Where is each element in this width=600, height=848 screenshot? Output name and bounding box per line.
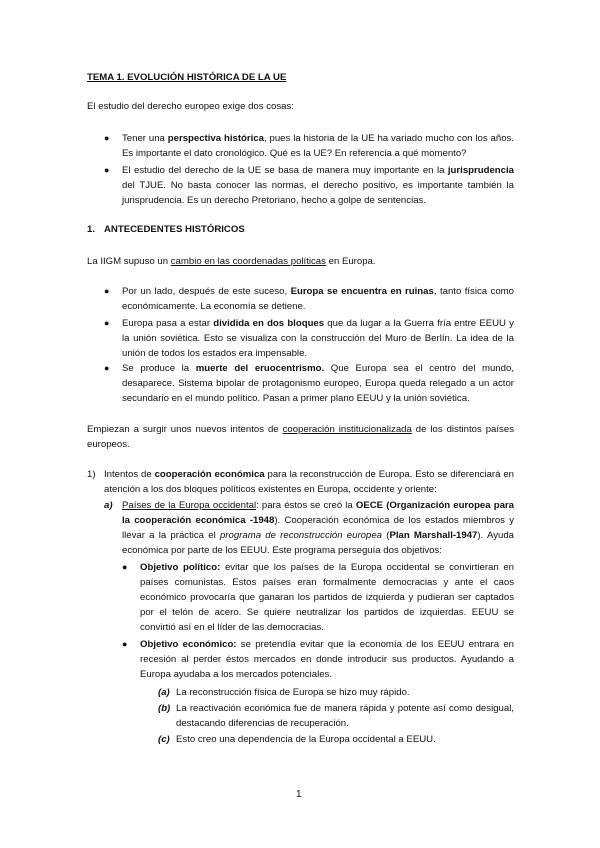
objective-political: Objetivo político: evitar que los países de la Europa occidental se convirtieran en países comunistas. Estos países eran formalmente democracias y ante el caos económico provocaría que ganaran los partidos de izquierda y pudieran ser captados por el telón de acero. Se quiere neutralizar los partidos de izquierdas. EEUU se convirtió así en el líder de las democracias. — [140, 562, 514, 633]
bullet-icon: ● — [104, 133, 110, 143]
item-number: 1) — [87, 469, 96, 480]
bullet-icon: ● — [104, 165, 110, 175]
intro-bullet-2: El estudio del derecho de la UE se basa de manera muy importante en la jurisprudencia del TJUE. No basta conocer las normas, el derecho positivo, es importante también la jurisprudencia. Es un derecho Pretoriano, hecho a golpe de sentencias. — [122, 165, 514, 206]
bullet-icon: ● — [122, 639, 128, 649]
item-letter: a) — [104, 500, 113, 511]
sub-item-letter: (b) — [158, 703, 171, 714]
cooperation-paragraph: Empiezan a surgir unos nuevos intentos de cooperación institucionalizada de los distintos países europeos. — [87, 424, 514, 450]
bullet-icon: ● — [104, 363, 110, 373]
sub-item-text: La reconstrucción física de Europa se hizo muy rápido. — [176, 687, 410, 698]
sub-item-letter: (a) — [158, 687, 170, 698]
section-bullet-3: Se produce la muerte del eruocentrismo. Que Europa sea el centro del mundo, desaparece. Sistema bipolar de protagonismo europeo, Europa queda relegado a un actor secundario en el mundo político. Pasan a primer plano EEUU y la unión soviética. — [122, 363, 514, 404]
section-bullet-2: Europa pasa a estar dividida en dos bloques que da lugar a la Guerra fría entre EEUU y la unión soviética. Esto se visualiza con la construcción del Muro de Berlín. La idea de la unión de todos los estados era impensable. — [122, 318, 514, 359]
sub-item-text: Esto creo una dependencia de la Europa occidental a EEUU. — [176, 734, 436, 745]
section-bullet-1: Por un lado, después de este suceso, Europa se encuentra en ruinas, tanto física como económicamente. La economía se detiene. — [122, 286, 514, 312]
bullet-icon: ● — [104, 286, 110, 296]
item-a-text: Países de la Europa occidental: para éstos se creó la OECE (Organización europea para la cooperación económica -1948). Cooperación económica de los estados miembros y llevar a la práctica el programa de reconstrucción europea (Plan Marshall-1947). Ayuda económica por parte de los EEUU. Este programa perseguía dos objetivos: — [122, 500, 514, 556]
objective-economic: Objetivo económico: se pretendía evitar que la economía de los EEUU entrara en recesión al perder éstos mercados en donde introducir sus productos. Ayudando a Europa ayudaba a los mercados potenciales. — [140, 639, 514, 680]
section-intro: La IIGM supuso un cambio en las coordenadas políticas en Europa. — [87, 256, 376, 267]
bullet-icon: ● — [122, 562, 128, 572]
intro-bullet-1: Tener una perspectiva histórica, pues la historia de la UE ha variado mucho con los años. Es importante el dato cronológico. Qué es la UE? En referencia a qué momento? — [122, 133, 514, 159]
section-heading: ANTECEDENTES HISTÓRICOS — [104, 224, 245, 235]
page-number: 1 — [296, 789, 302, 800]
item-1-text: Intentos de cooperación económica para la reconstrucción de Europa. Esto se diferenciará en atención a los dos bloques políticos existentes en Europa, occidente y oriente: — [104, 469, 515, 495]
bullet-icon: ● — [104, 318, 110, 328]
sub-item-letter: (c) — [158, 734, 170, 745]
section-number: 1. — [87, 224, 96, 235]
document-title: TEMA 1. EVOLUCIÓN HISTÓRICA DE LA UE — [87, 72, 287, 83]
intro-paragraph: El estudio del derecho europeo exige dos cosas: — [87, 101, 294, 112]
sub-item-text: La reactivación económica fue de manera rápida y potente así como desigual, destacando diferencias de recuperación. — [176, 703, 514, 729]
